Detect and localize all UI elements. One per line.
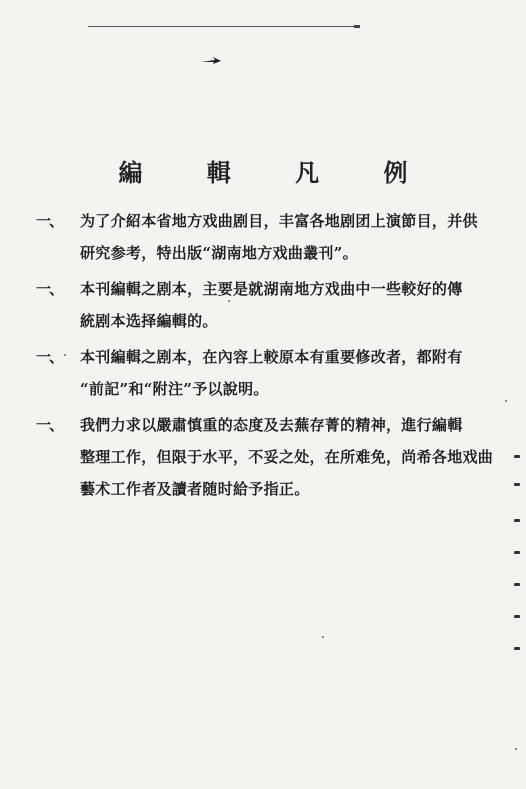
- paper-speck: [505, 400, 507, 402]
- list-item: [36, 273, 486, 337]
- ornament-dash-icon: [200, 56, 222, 66]
- list-marker: 一、: [36, 416, 63, 434]
- paper-speck: [515, 748, 517, 750]
- binding-mark: [514, 615, 520, 618]
- list-item: [36, 341, 486, 405]
- binding-mark: [514, 455, 520, 458]
- entry-text-line: 統剧本选择編輯的。: [80, 312, 218, 330]
- binding-mark: [514, 519, 520, 522]
- binding-mark: [514, 583, 520, 586]
- binding-mark: [514, 647, 520, 650]
- binding-marks: [508, 455, 520, 655]
- list-marker: 一、: [36, 212, 63, 230]
- paper-speck: [322, 636, 324, 638]
- top-divider-line: [88, 26, 356, 27]
- entry-text-line: 本刊編輯之剧本，在內容上較原本有重要修改者，都附有: [80, 348, 463, 366]
- entry-text-line: 整理工作，但限于水平，不妥之处，在所难免，尚希各地戏曲: [80, 448, 494, 466]
- binding-mark: [514, 551, 520, 554]
- paper-speck: [64, 354, 66, 356]
- binding-mark: [514, 483, 520, 486]
- entry-text-line: 藝术工作者及讀者随时給予指正。: [80, 480, 310, 498]
- entry-list: [36, 205, 494, 509]
- entry-text-line: 研究参考，特出版“湖南地方戏曲叢刊”。: [80, 244, 358, 262]
- entry-text-line: 我們力求以嚴肅慎重的态度及去蕪存菁的精神，進行編輯: [80, 416, 463, 434]
- paper-speck: [228, 300, 230, 302]
- page-title: 編 輯 凡 例: [118, 158, 436, 187]
- list-item: [36, 205, 486, 269]
- list-marker: 一、: [36, 348, 63, 366]
- list-item: [36, 409, 494, 505]
- entry-text-line: 为了介紹本省地方戏曲剧目，丰富各地剧团上演節目，并供: [80, 212, 478, 230]
- list-marker: 一、: [36, 280, 63, 298]
- entry-text-line: 本刊編輯之剧本，主要是就湖南地方戏曲中一些較好的傳: [80, 280, 463, 298]
- entry-text-line: “前記”和“附注”予以說明。: [80, 380, 269, 398]
